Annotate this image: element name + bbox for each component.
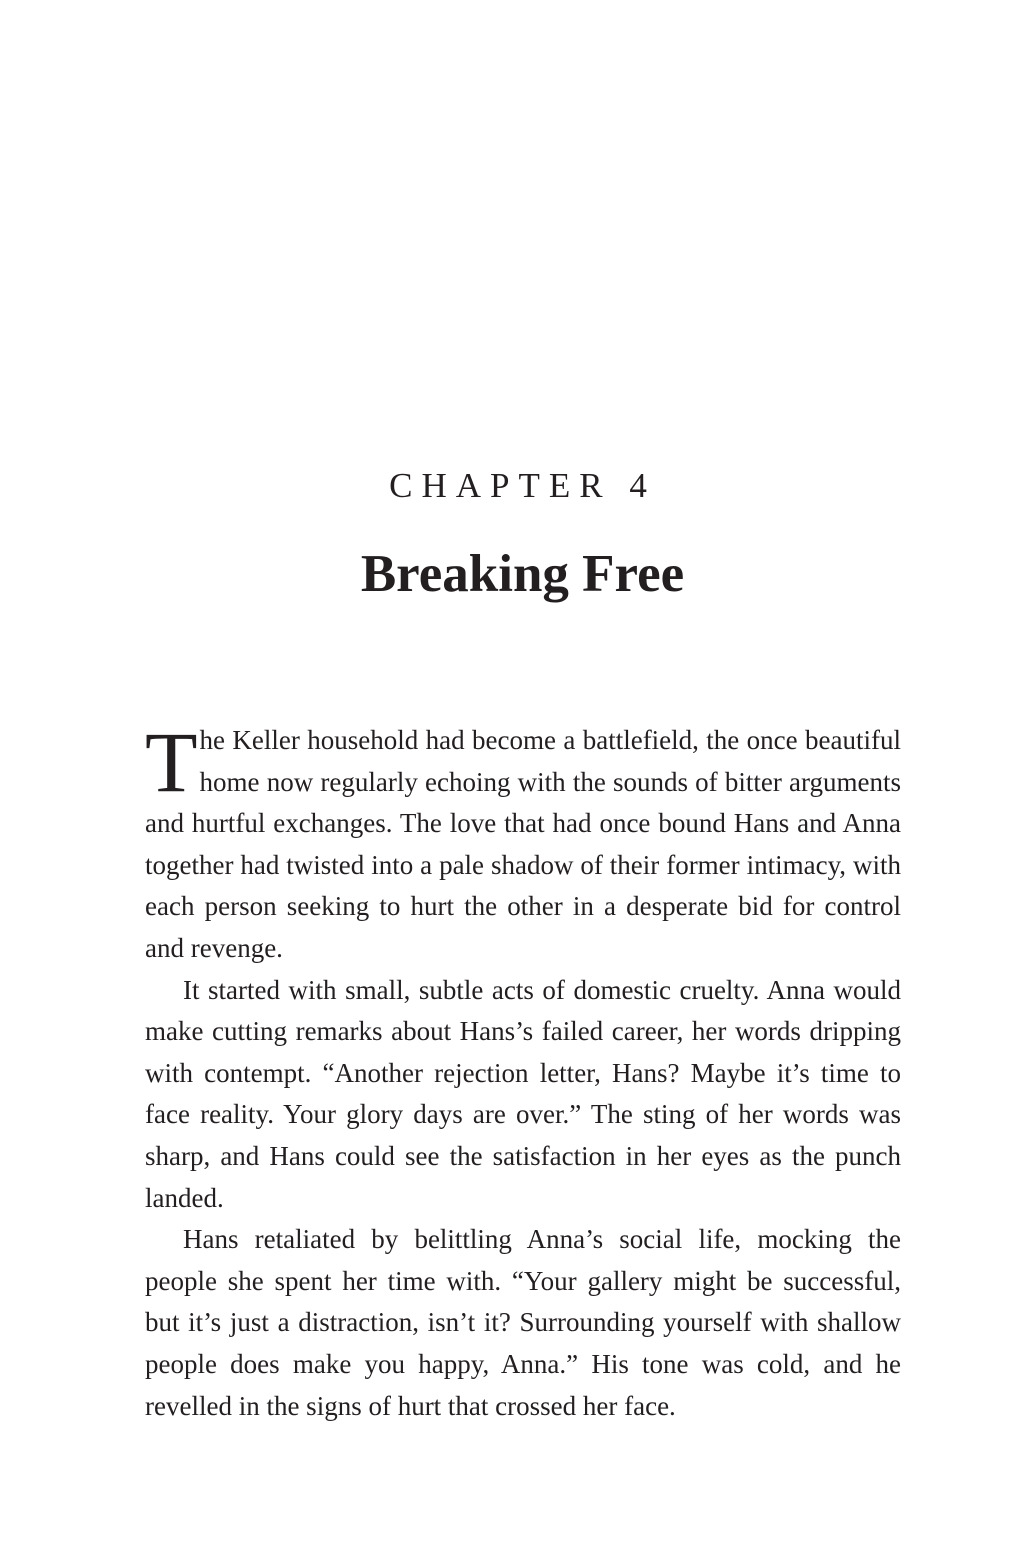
paragraph: Hans retaliated by belittling Anna’s social life, mocking the people she spent her time with. “Your gallery might be successful, but it’s just a distraction, isn’t it? Surrounding yourself with shallow people does make you happy, Anna.” His tone was cold, and he revelled in the signs of hurt that crossed her face. [145,1224,901,1421]
paragraph: It started with small, subtle acts of domestic cruelty. Anna would make cutting remarks about Hans’s failed career, her words dripping with contempt. “Another rejection letter, Hans? Maybe it’s time to face reality. Your glory days are over.” The sting of her words was sharp, and Hans could see the satisfaction in her eyes as the punch landed. [145,974,901,1213]
chapter-title: Breaking Free [360,545,685,603]
chapter-label: CHAPTER 4 [389,466,656,505]
chapter-body [145,714,901,1427]
drop-cap: T [145,714,198,810]
paragraph-text: he Keller household had become a battlefield, the once beautiful home now regularly echoing with the sounds of bitter arguments and hurtful exchanges. The love that had once bound Hans and Anna together had twisted into a pale shadow of their former intimacy, with each person seeking to hurt the other in a desperate bid for control and revenge. [145,725,901,963]
paragraph-opening [145,714,901,970]
